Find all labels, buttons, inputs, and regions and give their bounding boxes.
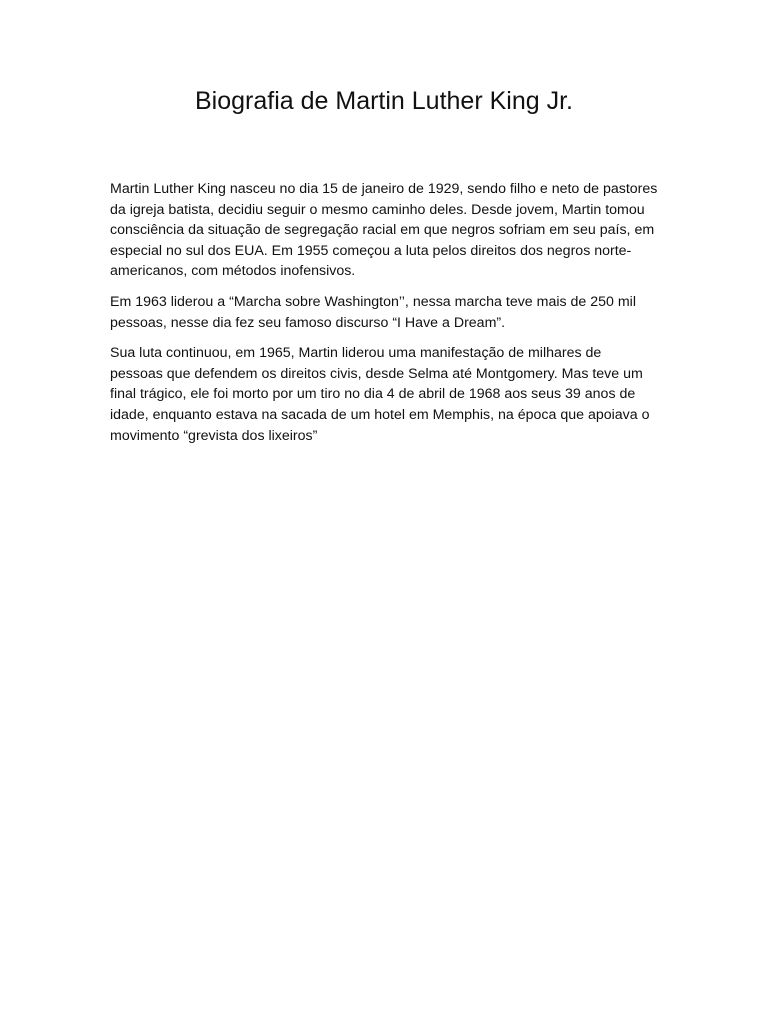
document-body — [110, 179, 658, 456]
paragraph-march: Em 1963 liderou a “Marcha sobre Washington’’, nessa marcha teve mais de 250 mil pessoas, nesse dia fez seu famoso discurso “I Have a Dream”. — [110, 293, 636, 331]
document-title: Biografia de Martin Luther King Jr. — [195, 87, 573, 115]
paragraph-birth: Martin Luther King nasceu no dia 15 de janeiro de 1929, sendo filho e neto de pastores da igreja batista, decidiu seguir o mesmo caminho deles. Desde jovem, Martin tomou consciência da situação de segregação racial em que negros sofriam em seu país, em especial no sul dos EUA. Em 1955 começou a luta pelos direitos dos negros norte-americanos, com métodos inofensivos. — [110, 181, 658, 280]
paragraph-death: Sua luta continuou, em 1965, Martin liderou uma manifestação de milhares de pessoas que defendem os direitos civis, desde Selma até Montgomery. Mas teve um final trágico, ele foi morto por um tiro no dia 4 de abril de 1968 aos seus 39 anos de idade, enquanto estava na sacada de um hotel em Memphis, na época que apoiava o movimento “grevista dos lixeiros” — [110, 345, 650, 444]
